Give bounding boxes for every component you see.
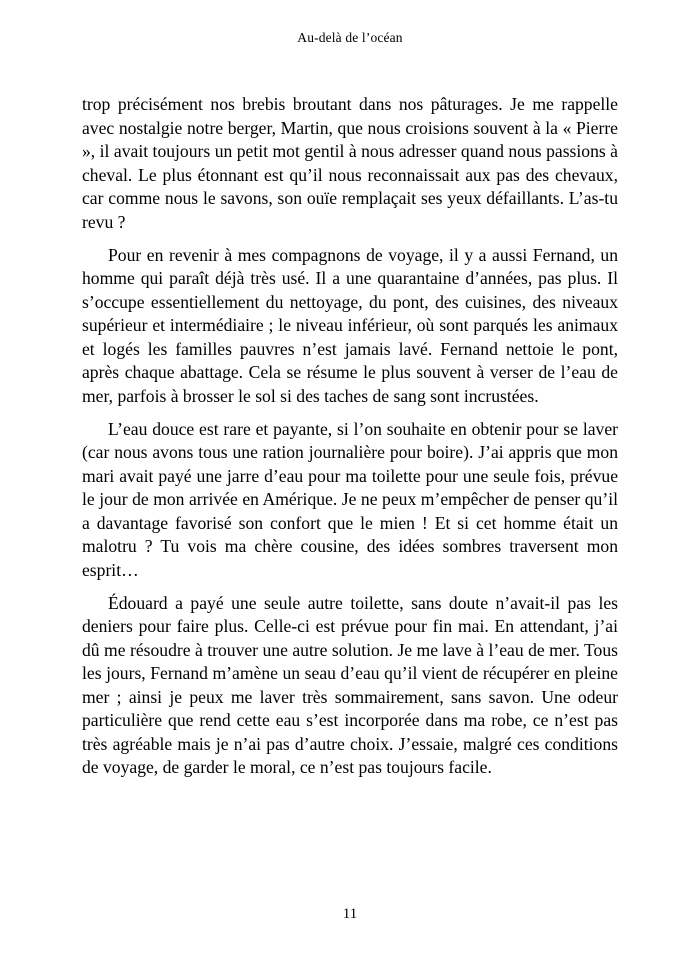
paragraph: trop précisément nos brebis broutant dans nos pâturages. Je me rappelle avec nostalgie notre berger, Martin, que nous croisions souvent à la « Pierre », il avait toujours un petit mot gentil à nous adresser quand nous passions à cheval. Le plus étonnant est qu’il nous reconnaissait aux pas des chevaux, car comme nous le savons, son ouïe remplaçait ses yeux défaillants. L’as-tu revu ?: [82, 94, 618, 232]
paragraph: Pour en revenir à mes compagnons de voyage, il y a aussi Fernand, un homme qui paraît déjà très usé. Il a une quarantaine d’années, pas plus. Il s’occupe essentiellement du nettoyage, du pont, des cuisines, des niveaux supérieur et intermédiaire ; le niveau inférieur, où sont parqués les animaux et logés les familles pauvres n’est jamais lavé. Fernand nettoie le pont, après chaque abattage. Cela se résume le plus souvent à verser de l’eau de mer, parfois à brosser le sol si des taches de sang sont incrustées.: [82, 244, 618, 406]
page-number: 11: [342, 906, 358, 922]
paragraph: Édouard a payé une seule autre toilette, sans doute n’avait-il pas les deniers pour faire plus. Celle-ci est prévue pour fin mai. En attendant, j’ai dû me résoudre à trouver une autre solution. Je me lave à l’eau de mer. Tous les jours, Fernand m’amène un seau d’eau qu’il vient de récupérer en pleine mer ; ainsi je peux me laver très sommairement, sans savon. Une odeur particulière que rend cette eau s’est incorporée dans ma robe, ce n’est pas très agréable mais je n’ai pas d’autre choix. J’essaie, malgré ces conditions de voyage, de garder le moral, ce n’est pas toujours facile.: [82, 592, 618, 777]
running-header-title: Au-delà de l’océan: [297, 30, 403, 45]
body-text-block: [82, 93, 618, 780]
paragraph: L’eau douce est rare et payante, si l’on souhaite en obtenir pour se laver (car nous avons tous une ration journalière pour boire). J’ai appris que mon mari avait payé une jarre d’eau pour ma toilette pour une seule fois, prévue le jour de mon arrivée en Amérique. Je ne peux m’empêcher de penser qu’il a davantage favorisé son confort que le mien ! Et si cet homme était un malotru ? Tu vois ma chère cousine, des idées sombres traversent mon esprit…: [82, 418, 618, 580]
